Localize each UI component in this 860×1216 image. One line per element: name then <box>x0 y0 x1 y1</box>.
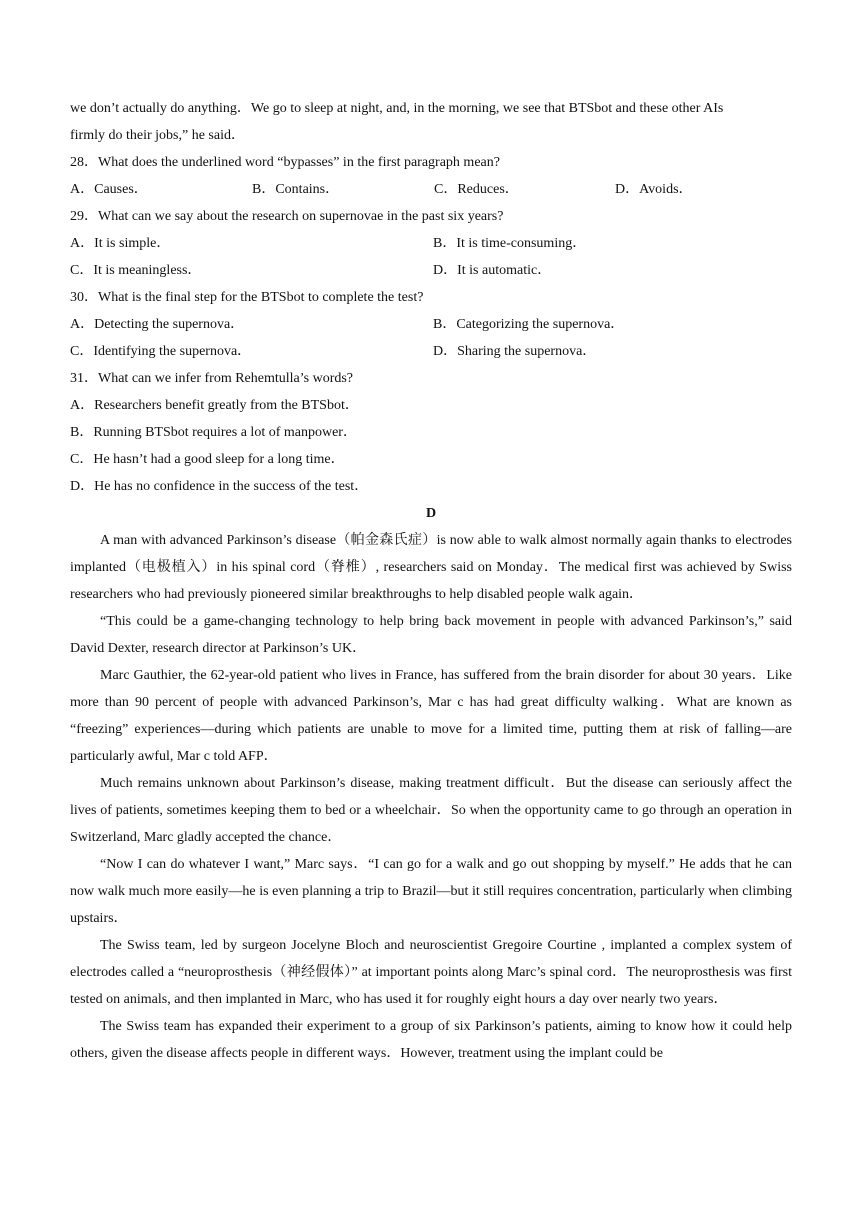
continuation-line-1: we don’t actually do anything．We go to sleep at night, and, in the morning, we see that BTSbot and these other AIs <box>70 101 724 116</box>
option-c: C．He hasn’t had a good sleep for a long time． <box>70 452 345 467</box>
options-row <box>70 230 792 257</box>
option-c: C．It is meaningless． <box>70 263 202 278</box>
option-a: A．Causes． <box>70 182 148 197</box>
option-c: C．Identifying the supernova． <box>70 344 252 359</box>
option-b: B．Categorizing the supernova． <box>433 317 625 332</box>
question-stem: 30．What is the final step for the BTSbot to complete the test? <box>70 290 424 305</box>
option-c: C．Reduces． <box>434 182 519 197</box>
options-row <box>70 257 792 284</box>
option-a: A．It is simple． <box>70 236 171 251</box>
document-page <box>70 95 792 1067</box>
options-row <box>70 338 792 365</box>
option-b: B．Contains． <box>252 182 340 197</box>
option-d: D．Sharing the supernova． <box>433 344 597 359</box>
paragraph-5: “Now I can do whatever I want,” Marc says．“I can go for a walk and go out shopping by myself.” He adds that he can now walk much more easily—he is even planning a trip to Brazil—but it still requires concentration, particularly when climbing upstairs． <box>70 857 792 926</box>
option-d: D．Avoids． <box>615 182 693 197</box>
option-a: A．Detecting the supernova． <box>70 317 245 332</box>
question-stem: 28．What does the underlined word “bypasses” in the first paragraph mean? <box>70 155 500 170</box>
option-b: B．It is time-consuming． <box>433 236 587 251</box>
question-31 <box>70 365 792 500</box>
options-row <box>70 311 792 338</box>
question-stem: 29．What can we say about the research on supernovae in the past six years? <box>70 209 504 224</box>
option-d: D．He has no confidence in the success of the test． <box>70 479 369 494</box>
section-title: D <box>425 506 437 521</box>
question-28 <box>70 149 792 203</box>
question-29 <box>70 203 792 284</box>
question-stem: 31．What can we infer from Rehemtulla’s words? <box>70 371 354 386</box>
paragraph-4: Much remains unknown about Parkinson’s disease, making treatment difficult．But the disease can seriously affect the lives of patients, sometimes keeping them to bed or a wheelchair．So when the opportunity came to go through an operation in Switzerland, Marc gladly accepted the chance． <box>70 776 792 845</box>
options-row <box>70 176 792 203</box>
paragraph-2: “This could be a game-changing technology to help bring back movement in people with advanced Parkinson’s,” said David Dexter, research director at Parkinson’s UK． <box>70 614 792 656</box>
option-a: A．Researchers benefit greatly from the BTSbot． <box>70 398 359 413</box>
continuation-line-2: firmly do their jobs,” he said． <box>70 128 245 143</box>
paragraph-1: A man with advanced Parkinson’s disease（帕金森氏症）is now able to walk almost normally again thanks to electrodes implanted（电极植入）in his spinal cord（脊椎）, researchers said on Monday．The medical first was achieved by Swiss researchers who had previously pioneered similar breakthroughs to help disabled people walk again． <box>70 533 792 602</box>
option-b: B．Running BTSbot requires a lot of manpower． <box>70 425 357 440</box>
paragraph-7: The Swiss team has expanded their experiment to a group of six Parkinson’s patients, aiming to know how it could help others, given the disease affects people in different ways．However, treatment using the implant could be <box>70 1019 792 1061</box>
paragraph-3: Marc Gauthier, the 62-year-old patient who lives in France, has suffered from the brain disorder for about 30 years．Like more than 90 percent of people with advanced Parkinson’s, Mar c has had great difficulty walking．What are known as “freezing” experiences—during which patients are unable to move for a limited time, putting them at risk of falling—are particularly awful, Mar c told AFP． <box>70 668 792 764</box>
question-30 <box>70 284 792 365</box>
paragraph-6: The Swiss team, led by surgeon Jocelyne Bloch and neuroscientist Gregoire Courtine , implanted a complex system of electrodes called a “neuroprosthesis（神经假体）” at important points along Marc’s spinal cord．The neuroprosthesis was first tested on animals, and then implanted in Marc, who has used it for roughly eight hours a day over nearly two years． <box>70 938 792 1007</box>
option-d: D．It is automatic． <box>433 263 552 278</box>
